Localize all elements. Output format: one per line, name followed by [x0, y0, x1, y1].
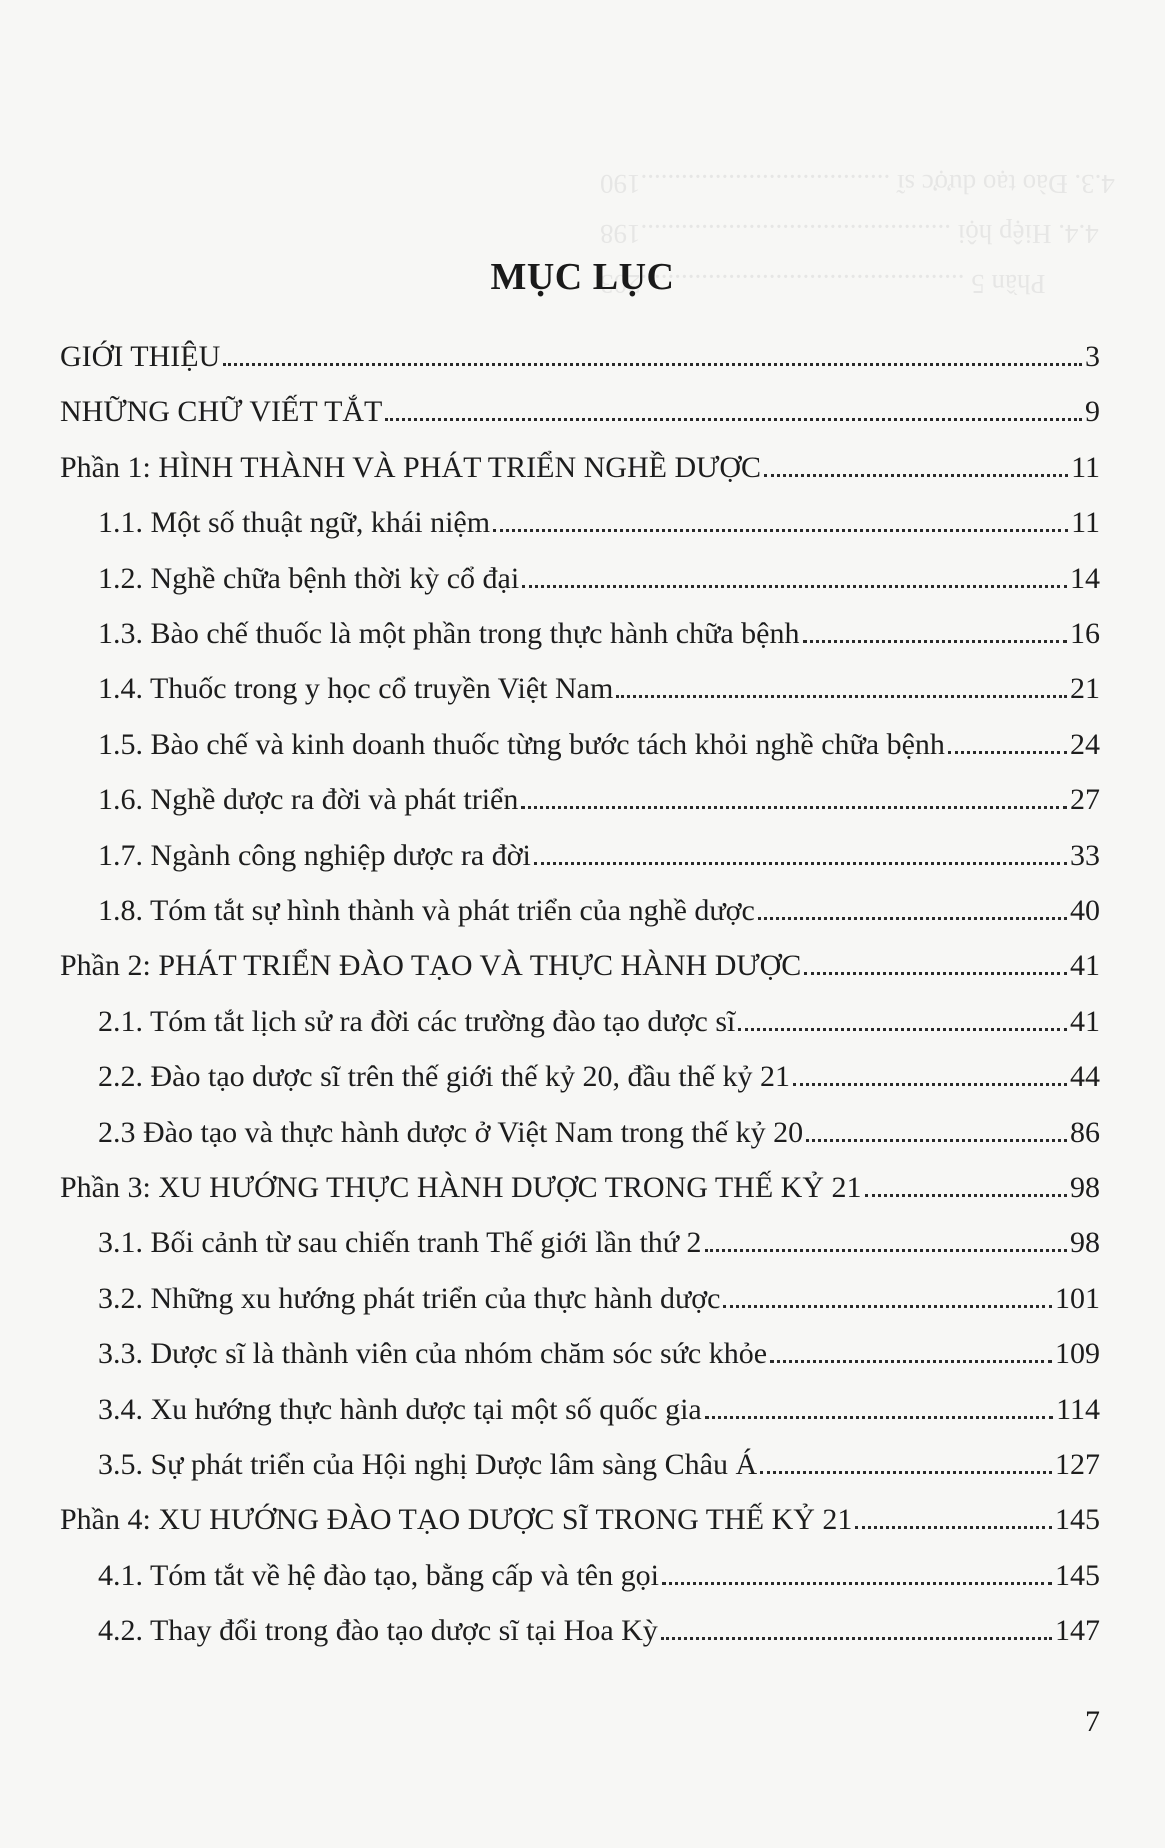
toc-section-entry [60, 316, 1100, 372]
toc-entry-page: 9 [1085, 395, 1100, 429]
toc-entry-page: 101 [1055, 1281, 1100, 1315]
dot-leader [705, 1416, 1053, 1419]
toc-entry-title: 4.1. Tóm tắt về hệ đào tạo, bằng cấp và tên gọi [98, 1558, 659, 1592]
dot-leader [804, 972, 1067, 975]
toc-entry-title: Phần 4: XU HƯỚNG ĐÀO TẠO DƯỢC SĨ TRONG THẾ KỶ 21 [60, 1503, 853, 1537]
toc-entry-page: 11 [1071, 450, 1100, 484]
toc-entry-title: 1.4. Thuốc trong y học cổ truyền Việt Nam [98, 672, 614, 706]
bleed-through-line: Phần 5 ................................................203 [600, 269, 1046, 299]
toc-subsection-entry [98, 648, 1100, 704]
toc-section-entry [60, 427, 1100, 483]
dot-leader [806, 1139, 1067, 1142]
dot-leader [521, 806, 1067, 809]
toc-entry-title: NHỮNG CHỮ VIẾT TẮT [60, 395, 383, 429]
toc-subsection-entry [98, 593, 1100, 649]
toc-entry-page: 98 [1070, 1171, 1100, 1204]
toc-entry-page: 27 [1070, 783, 1100, 817]
toc-entry-title: GIỚI THIỆU [60, 340, 221, 373]
toc-entry-title: 1.5. Bào chế và kinh doanh thuốc từng bước tách khỏi nghề chữa bệnh [98, 727, 945, 761]
toc-entry-page: 16 [1070, 617, 1100, 650]
dot-leader [793, 1083, 1067, 1086]
toc-heading: MỤC LỤC [490, 256, 675, 298]
toc-entry-title: 3.4. Xu hướng thực hành dược tại một số quốc gia [98, 1392, 702, 1426]
bleed-through-line: 4.4. Hiệp hội ..............................................198 [600, 219, 1099, 249]
dot-leader [760, 1471, 1052, 1474]
toc-section-entry [60, 371, 1100, 427]
toc-section-entry [60, 925, 1100, 981]
toc-entry-page: 3 [1085, 340, 1100, 373]
toc-entry-title: 1.6. Nghề dược ra đời và phát triển [98, 783, 519, 817]
dot-leader [223, 363, 1082, 366]
toc-subsection-entry [98, 981, 1100, 1037]
dot-leader [723, 1305, 1052, 1308]
toc-entry-page: 21 [1070, 672, 1100, 706]
toc-entry-title: 1.3. Bào chế thuốc là một phần trong thực hành chữa bệnh [98, 617, 800, 650]
toc-entry-title: 3.5. Sự phát triển của Hội nghị Dược lâm sàng Châu Á [98, 1448, 758, 1481]
dot-leader [534, 862, 1067, 865]
toc-entry-page: 114 [1056, 1392, 1100, 1426]
toc-subsection-entry [98, 538, 1100, 594]
toc-entry-page: 14 [1070, 561, 1100, 595]
toc-subsection-entry [98, 815, 1100, 871]
toc-entry-page: 109 [1055, 1337, 1100, 1371]
toc-entry-title: 2.2. Đào tạo dược sĩ trên thế giới thế kỷ 20, đầu thế kỷ 21 [98, 1060, 791, 1094]
toc-subsection-entry [98, 1036, 1100, 1092]
toc-entry-page: 24 [1070, 727, 1100, 761]
toc-subsection-entry [98, 482, 1100, 538]
dot-leader [764, 474, 1068, 477]
toc-entry-page: 44 [1070, 1060, 1100, 1094]
dot-leader [865, 1194, 1067, 1197]
toc-subsection-entry [98, 870, 1100, 926]
toc-entry-page: 11 [1071, 506, 1100, 540]
dot-leader [758, 917, 1067, 920]
dot-leader [493, 529, 1068, 532]
page-number: 7 [1085, 1705, 1100, 1738]
toc-entry-title: Phần 3: XU HƯỚNG THỰC HÀNH DƯỢC TRONG THẾ KỶ 21 [60, 1171, 862, 1204]
bleed-through-line: 4.3. Đào tạo dược sĩ .....................................190 [600, 169, 1115, 199]
toc-subsection-entry [98, 759, 1100, 815]
toc-entry-title: 3.2. Những xu hướng phát triển của thực hành dược [98, 1281, 721, 1315]
toc-subsection-entry [98, 1313, 1100, 1369]
toc-entry-page: 41 [1070, 1004, 1100, 1038]
toc-entry-title: 3.3. Dược sĩ là thành viên của nhóm chăm sóc sức khỏe [98, 1337, 768, 1371]
dot-leader [661, 1637, 1052, 1640]
toc-entry-title: 1.7. Ngành công nghiệp dược ra đời [98, 838, 531, 872]
toc-subsection-entry [98, 1590, 1100, 1646]
toc-entry-page: 86 [1070, 1115, 1100, 1149]
toc-subsection-entry [98, 704, 1100, 760]
toc-entry-page: 145 [1055, 1558, 1100, 1592]
dot-leader [738, 1028, 1067, 1031]
toc-subsection-entry [98, 1092, 1100, 1148]
toc-entry-page: 40 [1070, 894, 1100, 927]
dot-leader [855, 1526, 1052, 1529]
dot-leader [948, 751, 1067, 754]
toc-entry-page: 127 [1055, 1448, 1100, 1481]
dot-leader [522, 585, 1067, 588]
toc-entry-page: 41 [1070, 949, 1100, 983]
toc-entry-title: 1.1. Một số thuật ngữ, khái niệm [98, 506, 491, 540]
toc-section-entry [60, 1479, 1100, 1535]
toc-entry-title: Phần 1: HÌNH THÀNH VÀ PHÁT TRIỂN NGHỀ DƯỢC [60, 450, 762, 484]
dot-leader [616, 695, 1067, 698]
dot-leader [705, 1249, 1067, 1252]
toc-entry-title: 3.1. Bối cảnh từ sau chiến tranh Thế giới lần thứ 2 [98, 1226, 702, 1260]
toc-entry-page: 33 [1070, 838, 1100, 872]
toc-entry-title: 1.8. Tóm tắt sự hình thành và phát triển của nghề dược [98, 894, 755, 927]
toc-entry-title: Phần 2: PHÁT TRIỂN ĐÀO TẠO VÀ THỰC HÀNH DƯỢC [60, 949, 802, 983]
toc-entry-page: 98 [1070, 1226, 1100, 1260]
dot-leader [770, 1360, 1052, 1363]
toc-entry-title: 2.3 Đào tạo và thực hành dược ở Việt Nam trong thế kỷ 20 [98, 1115, 804, 1149]
toc-entry-title: 4.2. Thay đổi trong đào tạo dược sĩ tại Hoa Kỳ [98, 1614, 658, 1648]
dot-leader [803, 640, 1068, 643]
toc-entry-title: 1.2. Nghề chữa bệnh thời kỳ cổ đại [98, 561, 520, 595]
toc-entry-title: 2.1. Tóm tắt lịch sử ra đời các trường đào tạo dược sĩ [98, 1004, 736, 1038]
toc-subsection-entry [98, 1258, 1100, 1314]
toc-subsection-entry [98, 1369, 1100, 1425]
toc-entry-page: 145 [1055, 1503, 1100, 1537]
toc-entry-page: 147 [1055, 1614, 1100, 1648]
toc-subsection-entry [98, 1535, 1100, 1591]
toc-section-entry [60, 1147, 1100, 1203]
toc-subsection-entry [98, 1202, 1100, 1258]
dot-leader [385, 418, 1082, 421]
dot-leader [662, 1582, 1052, 1585]
toc-subsection-entry [98, 1424, 1100, 1480]
